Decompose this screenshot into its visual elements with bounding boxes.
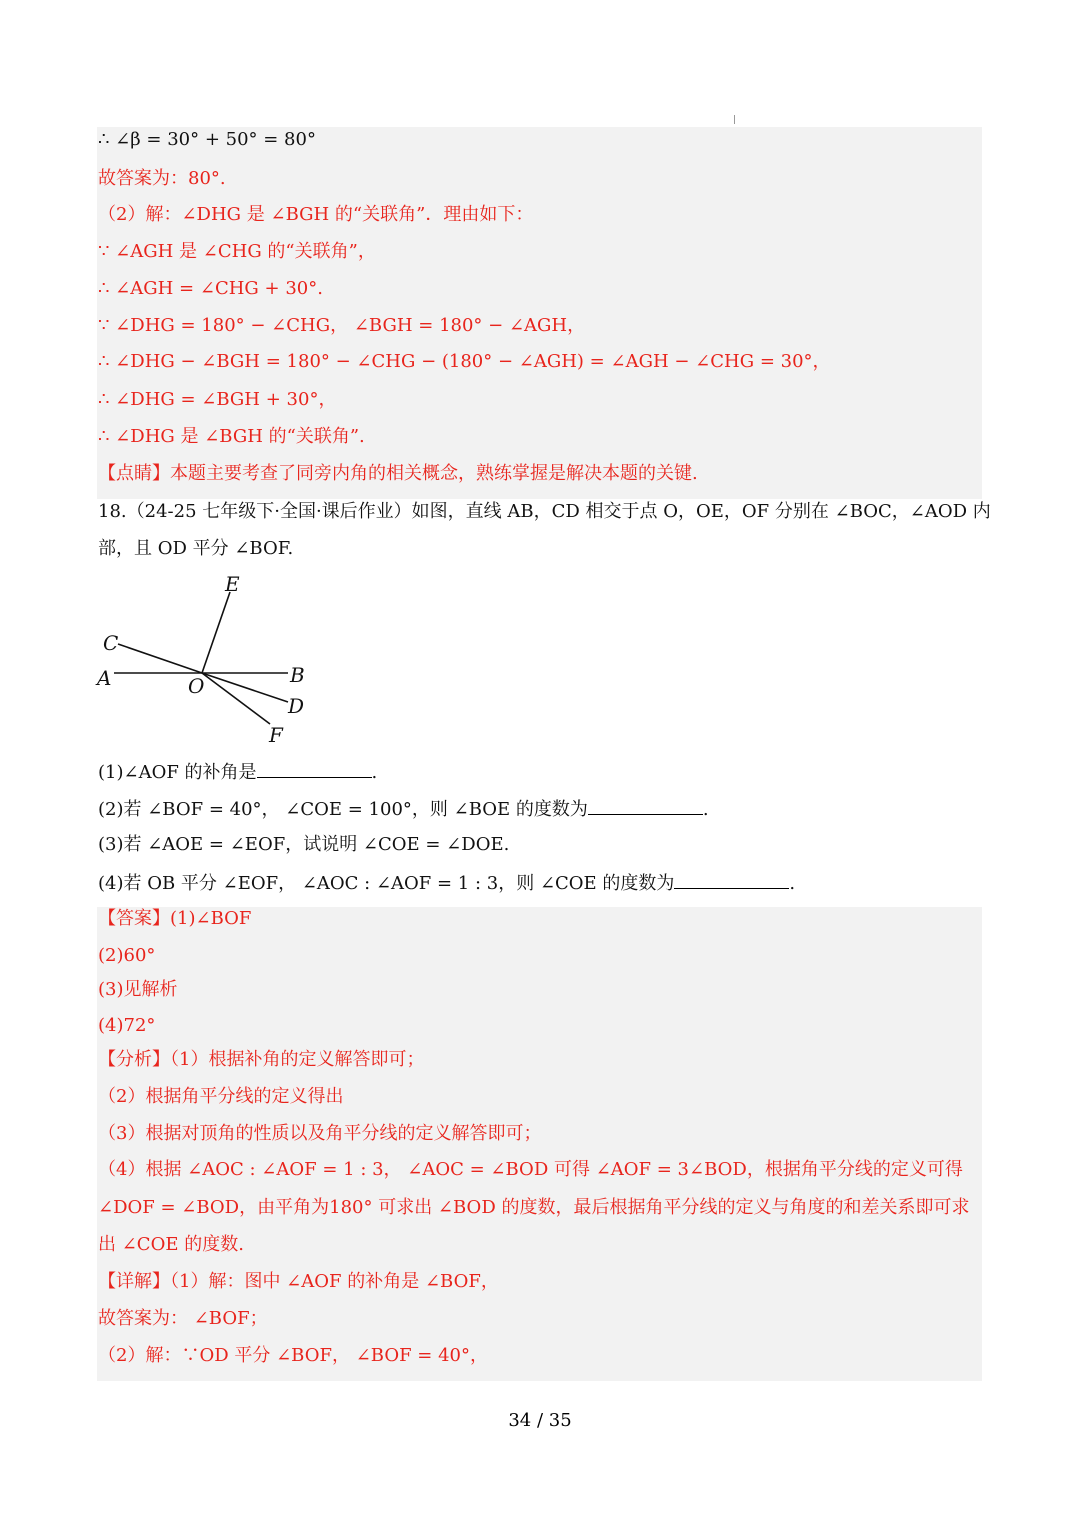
detail-line: （2）解：∵OD 平分 ∠BOF， ∠BOF = 40°， [98,1345,489,1366]
solution-line: ∴ ∠AGH = ∠CHG + 30°. [98,278,323,299]
answer-line: (2)60° [98,945,156,966]
solution-line: ∴ ∠β = 30° + 50° = 80° [98,129,316,150]
analysis-line: 【分析】（1）根据补角的定义解答即可； [98,1049,425,1070]
solution-line: ∵ ∠AGH 是 ∠CHG 的“关联角”， [98,241,376,262]
page-number: 34 / 35 [508,1410,572,1431]
solution-line: ∵ ∠DHG = 180° − ∠CHG， ∠BGH = 180° − ∠AGH， [98,315,586,336]
answer-line: (4)72° [98,1015,156,1036]
solution-line: 故答案为：80°. [98,168,226,189]
label-b: B [290,663,305,687]
ray-od [202,673,288,702]
analysis-line: （3）根据对顶角的性质以及角平分线的定义解答即可； [98,1123,542,1144]
label-e: E [225,572,240,596]
analysis-line: （2）根据角平分线的定义得出 [98,1086,344,1107]
label-a: A [97,666,112,690]
solution-line: ∴ ∠DHG − ∠BGH = 180° − ∠CHG − (180° − ∠AGH) = ∠AGH − ∠CHG = 30°， [98,351,831,372]
sub-question-4: (4)若 OB 平分 ∠EOF， ∠AOC : ∠AOF = 1 : 3，则 ∠COE 的度数为 . [98,870,795,896]
label-d: D [288,694,305,718]
sub-question-1: (1)∠AOF 的补角是 . [98,759,377,785]
detail-line: 故答案为： ∠BOF； [98,1308,268,1329]
label-o: O [188,674,205,698]
solution-line: ∴ ∠DHG 是 ∠BGH 的“关联角”. [98,426,365,447]
answer-blank [674,870,789,889]
solution-line: ∴ ∠DHG = ∠BGH + 30°， [98,389,337,410]
analysis-line: （4）根据 ∠AOC : ∠AOF = 1 : 3， ∠AOC = ∠BOD 可得 ∠AOF = 3∠BOD，根据角平分线的定义可得 [98,1159,963,1180]
sub-question-2: (2)若 ∠BOF = 40°， ∠COE = 100°，则 ∠BOE 的度数为 . [98,796,709,822]
ray-of [202,673,270,724]
answer-line: (3)见解析 [98,979,178,1000]
detail-line: 【详解】（1）解：图中 ∠AOF 的补角是 ∠BOF， [98,1271,499,1292]
question-stem: 部，且 OD 平分 ∠BOF. [98,538,294,559]
answer-blank [588,796,703,815]
analysis-line: 出 ∠COE 的度数. [98,1234,244,1255]
ray-oe [202,592,230,673]
solution-line: （2）解：∠DHG 是 ∠BGH 的“关联角”．理由如下： [98,204,534,225]
ray-oc [118,644,202,673]
question-stem: 18.（24-25 七年级下·全国·课后作业）如图，直线 AB，CD 相交于点 O，OE，OF 分别在 ∠BOC，∠AOD 内 [98,501,991,522]
sub-question-3: (3)若 ∠AOE = ∠EOF，试说明 ∠COE = ∠DOE. [98,834,510,855]
answer-line: 【答案】(1)∠BOF [98,908,252,929]
remark-line: 【点睛】本题主要考查了同旁内角的相关概念，熟练掌握是解决本题的关键. [98,463,698,484]
answer-blank [257,759,372,778]
label-f: F [269,723,283,747]
header-tick [734,115,735,124]
analysis-line: ∠DOF = ∠BOD，由平角为180° 可求出 ∠BOD 的度数，最后根据角平分线的定义与角度的和差关系即可求 [98,1197,970,1218]
label-c: C [103,631,119,655]
geometry-figure [92,572,322,747]
